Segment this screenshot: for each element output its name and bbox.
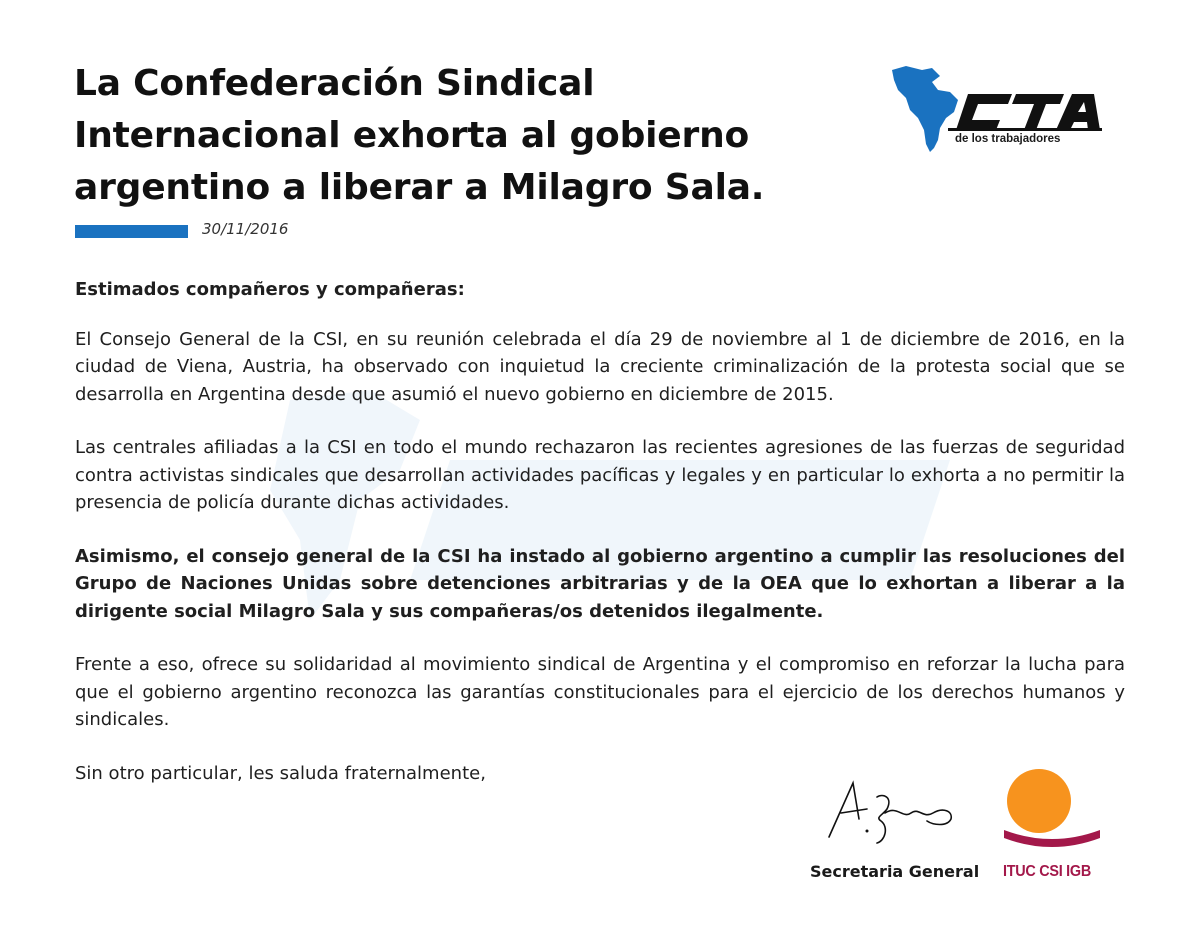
signature-title: Secretaria General	[810, 862, 980, 881]
title-line: Internacional exhorta al gobierno	[74, 115, 750, 156]
paragraph: Las centrales afiliadas a la CSI en todo el mundo rechazaron las recientes agresiones de las fuerzas de seguridad contra activistas sindicales que desarrollan actividades pacíficas y legales y en particular lo exhorta a no permitir la presencia de policía durante dichas actividades.	[75, 437, 1125, 513]
paragraph: Frente a eso, ofrece su solidaridad al movimiento sindical de Argentina y el compromiso en reforzar la lucha para que el gobierno argentino reconozca las garantías constitucionales para el ejercicio de los derechos humanos y sindicales.	[75, 654, 1125, 730]
paragraph-emphasis: Asimismo, el consejo general de la CSI ha instado al gobierno argentino a cumplir las resoluciones del Grupo de Naciones Unidas sobre detenciones arbitrarias y de la OEA que lo exhortan a liberar a la dirigente social Milagro Sala y sus compañeras/os detenidos ilegalmente.	[75, 545, 1125, 622]
title-line: argentino a liberar a Milagro Sala.	[74, 167, 765, 208]
signature-icon	[823, 775, 963, 845]
page-title	[74, 58, 774, 214]
letter-body	[75, 276, 1125, 813]
closing: Sin otro particular, les saluda fraternalmente,	[75, 762, 486, 784]
ituc-logo-label: ITUC CSI IGB	[1003, 863, 1091, 880]
paragraph: El Consejo General de la CSI, en su reunión celebrada el día 29 de noviembre al 1 de diciembre de 2016, en la ciudad de Viena, Austria, ha observado con inquietud la creciente criminalización de la protesta social que se desarrolla en Argentina desde que asumió el nuevo gobierno en diciembre de 2015.	[75, 328, 1125, 405]
title-line: La Confederación Sindical	[74, 63, 595, 104]
publication-date: 30/11/2016	[202, 220, 289, 238]
latin-america-map-icon	[892, 66, 958, 152]
date-accent-bar	[75, 225, 188, 238]
ituc-logo	[1000, 768, 1105, 860]
greeting: Estimados compañeros y compañeras:	[75, 279, 465, 300]
cta-logo-tagline: de los trabajadores	[955, 133, 1061, 145]
